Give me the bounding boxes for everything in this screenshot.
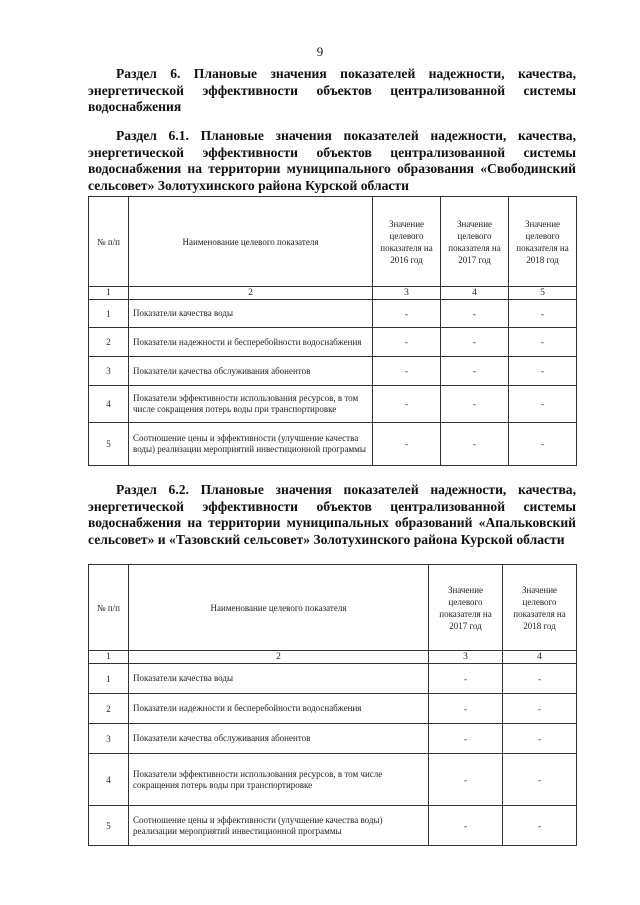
indicator-name: Показатели надежности и бесперебойности водоснабжения: [129, 694, 429, 724]
row-number: 5: [89, 806, 129, 846]
section-6-1-heading: [88, 128, 576, 194]
header-value-2017: Значение целевого показателя на 2017 год: [441, 197, 509, 287]
indicator-name: Показатели качества воды: [129, 664, 429, 694]
header-value-2017: Значение целевого показателя на 2017 год: [429, 565, 503, 651]
table-row: [89, 664, 577, 694]
section-6-heading: [88, 66, 576, 116]
table-row: [89, 724, 577, 754]
table-row: [89, 754, 577, 806]
table-row: [89, 386, 577, 423]
indicator-name: Показатели эффективности использования ресурсов, в том числе сокращения потерь воды при транспортировке: [129, 386, 373, 423]
indicator-name: Соотношение цены и эффективности (улучшение качества воды) реализации мероприятий инвестиционной программы: [129, 806, 429, 846]
value-cell: -: [503, 664, 577, 694]
value-cell: -: [441, 386, 509, 423]
column-number: 2: [129, 287, 373, 300]
header-indicator-name: Наименование целевого показателя: [129, 197, 373, 287]
column-number: 1: [89, 287, 129, 300]
value-cell: -: [441, 328, 509, 357]
table-6-1: [88, 196, 577, 466]
table-row: [89, 806, 577, 846]
row-number: 1: [89, 300, 129, 328]
table-row: [89, 328, 577, 357]
value-cell: -: [441, 357, 509, 386]
row-number: 4: [89, 386, 129, 423]
value-cell: -: [441, 300, 509, 328]
row-number: 3: [89, 357, 129, 386]
indicator-name: Показатели эффективности использования ресурсов, в том числе сокращения потерь воды при транспортировке: [129, 754, 429, 806]
indicator-name: Показатели надежности и бесперебойности водоснабжения: [129, 328, 373, 357]
row-number: 3: [89, 724, 129, 754]
value-cell: -: [509, 357, 577, 386]
table-row: [89, 300, 577, 328]
value-cell: -: [373, 300, 441, 328]
column-number: 3: [429, 651, 503, 664]
indicator-name: Соотношение цены и эффективности (улучшение качества воды) реализации мероприятий инвестиционной программы: [129, 423, 373, 466]
value-cell: -: [429, 724, 503, 754]
section-6-2-heading: [88, 482, 576, 548]
header-value-2018: Значение целевого показателя на 2018 год: [509, 197, 577, 287]
column-number-row: [89, 651, 577, 664]
section-6-title: Раздел 6. Плановые значения показателей надежности, качества, энергетической эффективности объектов централизованной системы водоснабжения: [88, 66, 576, 114]
table-row: [89, 423, 577, 466]
indicator-name: Показатели качества обслуживания абонентов: [129, 724, 429, 754]
value-cell: -: [429, 806, 503, 846]
column-number-row: [89, 287, 577, 300]
column-number: 3: [373, 287, 441, 300]
header-value-2018: Значение целевого показателя на 2018 год: [503, 565, 577, 651]
table-header-row: [89, 197, 577, 287]
row-number: 2: [89, 694, 129, 724]
column-number: 2: [129, 651, 429, 664]
header-indicator-name: Наименование целевого показателя: [129, 565, 429, 651]
row-number: 5: [89, 423, 129, 466]
value-cell: -: [509, 328, 577, 357]
row-number: 2: [89, 328, 129, 357]
column-number: 1: [89, 651, 129, 664]
row-number: 1: [89, 664, 129, 694]
page-number: 9: [316, 44, 324, 59]
indicator-name: Показатели качества воды: [129, 300, 373, 328]
table-header-row: [89, 565, 577, 651]
section-6-1-title: Раздел 6.1. Плановые значения показателей надежности, качества, энергетической эффективности объектов централизованной системы водоснабжения на территории муниципального образования «Свободинский сельсовет» Золотухинского района Курской области: [88, 128, 576, 193]
table-row: [89, 694, 577, 724]
table-row: [89, 357, 577, 386]
value-cell: -: [503, 694, 577, 724]
header-value-2016: Значение целевого показателя на 2016 год: [373, 197, 441, 287]
value-cell: -: [503, 724, 577, 754]
header-number: № п/п: [89, 565, 129, 651]
value-cell: -: [373, 328, 441, 357]
value-cell: -: [509, 300, 577, 328]
row-number: 4: [89, 754, 129, 806]
value-cell: -: [503, 806, 577, 846]
value-cell: -: [509, 386, 577, 423]
section-6-2-title: Раздел 6.2. Плановые значения показателей надежности, качества, энергетической эффективности объектов централизованной системы водоснабжения на территории муниципальных образований «Апальковский сельсовет» и «Тазовский сельсовет» Золотухинского района Курской области: [88, 482, 576, 547]
column-number: 4: [441, 287, 509, 300]
value-cell: -: [373, 357, 441, 386]
value-cell: -: [429, 664, 503, 694]
column-number: 4: [503, 651, 577, 664]
value-cell: -: [509, 423, 577, 466]
value-cell: -: [429, 754, 503, 806]
value-cell: -: [503, 754, 577, 806]
value-cell: -: [441, 423, 509, 466]
value-cell: -: [373, 423, 441, 466]
table-6-2: [88, 564, 577, 846]
header-number: № п/п: [89, 197, 129, 287]
value-cell: -: [373, 386, 441, 423]
column-number: 5: [509, 287, 577, 300]
indicator-name: Показатели качества обслуживания абонентов: [129, 357, 373, 386]
value-cell: -: [429, 694, 503, 724]
